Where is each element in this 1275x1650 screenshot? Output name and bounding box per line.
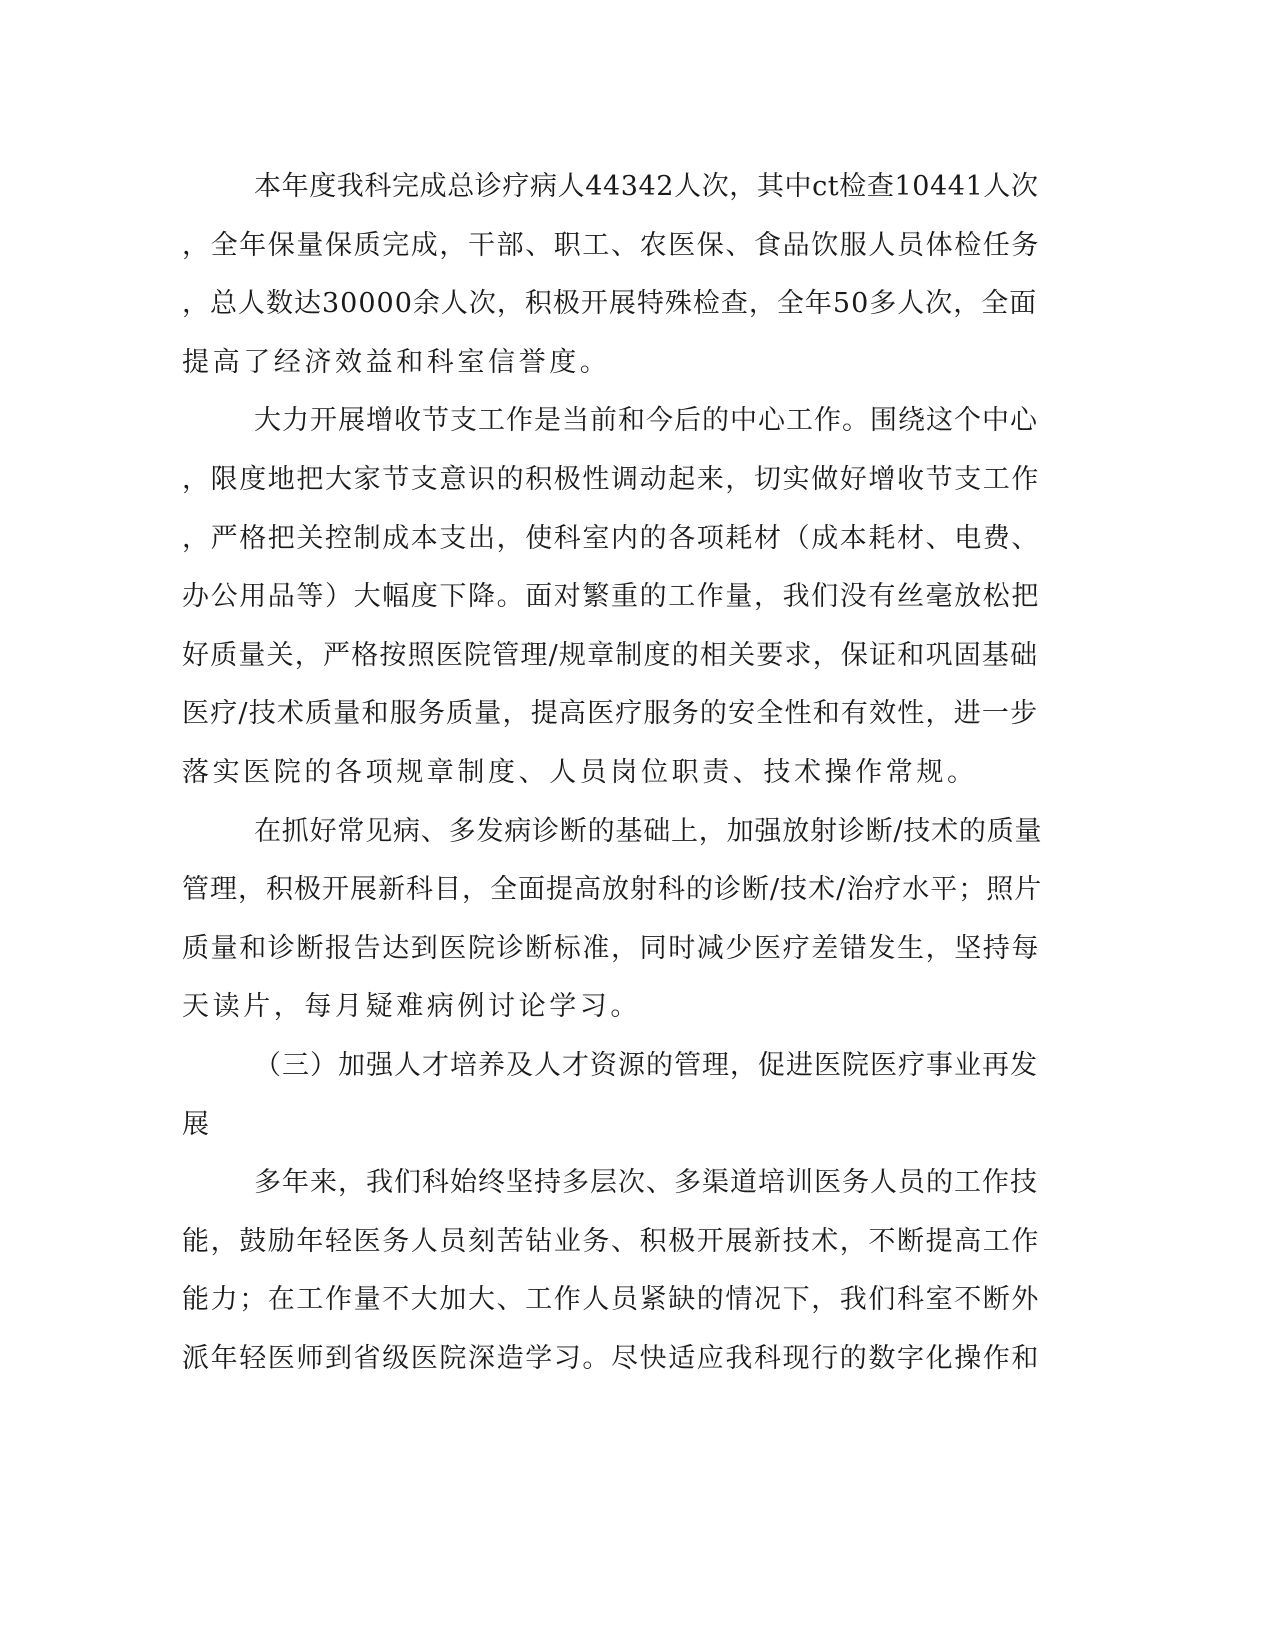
text-line: 在抓好常见病、多发病诊断的基础上，加强放射诊断/技术的质量 [254, 815, 1043, 847]
text-line: 能力；在工作量不大加大、工作人员紧缺的情况下，我们科室不断外 [182, 1284, 1040, 1316]
text-line: 多年来，我们科始终坚持多层次、多渠道培训医务人员的工作技 [254, 1167, 1038, 1199]
text-line: 好质量关，严格按照医院管理/规章制度的相关要求，保证和巩固基础 [182, 639, 1039, 671]
text-line: ，限度地把大家节支意识的积极性调动起来，切实做好增收节支工作 [182, 463, 1040, 495]
text-line: 办公用品等）大幅度下降。面对繁重的工作量，我们没有丝毫放松把 [182, 581, 1040, 613]
text-line: 质量和诊断报告达到医院诊断标准，同时减少医疗差错发生，坚持每 [182, 932, 1040, 964]
text-line: 管理，积极开展新科目，全面提高放射科的诊断/技术/治疗水平；照片 [182, 874, 1043, 906]
text-line: （三）加强人才培养及人才资源的管理，促进医院医疗事业再发 [254, 1049, 1038, 1081]
text-line: 能，鼓励年轻医务人员刻苦钻业务、积极开展新技术，不断提高工作 [182, 1225, 1040, 1257]
text-line: 展 [182, 1108, 213, 1140]
text-line: 提高了经济效益和科室信誉度。 [182, 346, 611, 378]
text-line: ，严格把关控制成本支出，使科室内的各项耗材（成本耗材、电费、 [182, 522, 1040, 554]
text-line: ，总人数达30000余人次，积极开展特殊检查，全年50多人次，全面 [182, 288, 1038, 320]
text-line: 医疗/技术质量和服务质量，提高医疗服务的安全性和有效性，进一步 [182, 698, 1039, 730]
text-line: 本年度我科完成总诊疗病人44342人次，其中ct检查10441人次 [254, 171, 1039, 202]
text-line: ，全年保量保质完成，干部、职工、农医保、食品饮服人员体检任务 [182, 229, 1040, 261]
text-line: 大力开展增收节支工作是当前和今后的中心工作。围绕这个中心 [254, 405, 1038, 437]
text-line: 天读片，每月疑难病例讨论学习。 [182, 991, 641, 1023]
document-body [182, 158, 1042, 1388]
text-line: 落实医院的各项规章制度、人员岗位职责、技术操作常规。 [182, 756, 978, 788]
text-line: 派年轻医师到省级医院深造学习。尽快适应我科现行的数字化操作和 [182, 1342, 1040, 1374]
